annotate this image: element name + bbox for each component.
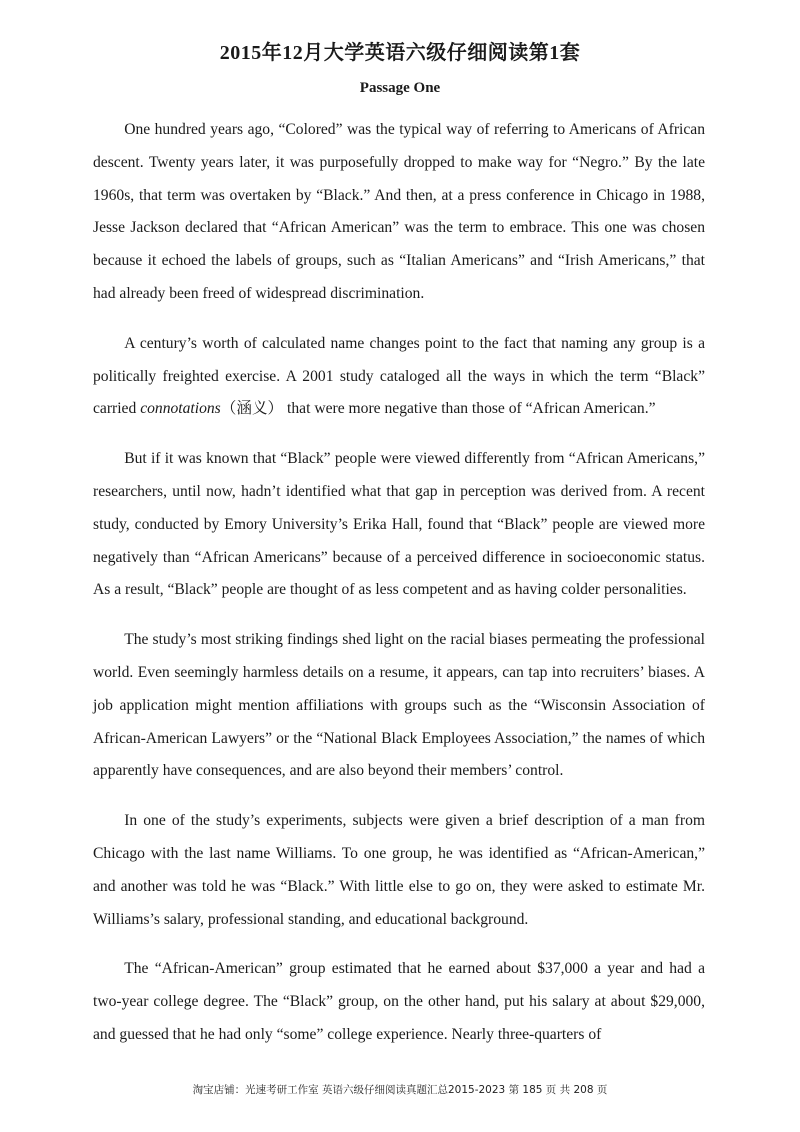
paragraph-4: The study’s most striking findings shed light on the racial biases permeating the professional world. Even seemingly harmless details on a resume, it appears, can tap into recruiters’ biases. A job application might mention affiliations with groups such as the “Wisconsin Association of African-American Lawyers” or the “National Black Employees Association,” the names of which apparently have consequences, and are also beyond their members’ control.: [93, 631, 705, 780]
paragraph-2-text-before: A century’s worth of calculated name changes point to the fact that naming any group is a politically freighted exercise. A 2001 study cataloged all the ways in which the term “Black” carried: [93, 334, 705, 418]
paragraph-2: [93, 328, 705, 426]
page-title: 2015年12月大学英语六级仔细阅读第1套: [219, 42, 581, 64]
passage-heading: Passage One: [359, 80, 441, 96]
paragraph-5: In one of the study’s experiments, subjects were given a brief description of a man from Chicago with the last name Williams. To one group, he was identified as “African-American,” and another was told he was “Black.” With little else to go on, they were asked to estimate Mr. Williams’s salary, professional standing, and educational background.: [93, 812, 705, 928]
vocabulary-gloss: （涵义）: [220, 400, 284, 418]
paragraph-3: But if it was known that “Black” people were viewed differently from “African Americans,” researchers, until now, hadn’t identified what that gap in perception was derived from. A recent study, conducted by Emory University’s Erika Hall, found that “Black” people are viewed more negatively than “African Americans” because of a perceived difference in socioeconomic status. As a result, “Black” people are thought of as less competent and as having colder personalities.: [93, 450, 705, 599]
vocabulary-term: connotations: [140, 400, 221, 418]
paragraph-6: The “African-American” group estimated that he earned about $37,000 a year and had a two-year college degree. The “Black” group, on the other hand, put his salary at about $29,000, and guessed that he had only “some” college experience. Nearly three-quarters of: [93, 960, 705, 1043]
paragraph-2-text-after: that were more negative than those of “African American.”: [283, 400, 656, 418]
page-footer: 淘宝店铺：光速考研工作室 英语六级仔细阅读真题汇总2015-2023 第 185 页 共 208 页: [192, 1084, 608, 1096]
passage-body: [93, 114, 705, 1052]
paragraph-1: One hundred years ago, “Colored” was the typical way of referring to Americans of African descent. Twenty years later, it was purposefully dropped to make way for “Negro.” By the late 1960s, that term was overtaken by “Black.” And then, at a press conference in Chicago in 1988, Jesse Jackson declared that “African American” was the term to embrace. This one was chosen because it echoed the labels of groups, such as “Italian Americans” and “Irish Americans,” that had already been freed of widespread discrimination.: [93, 121, 705, 302]
